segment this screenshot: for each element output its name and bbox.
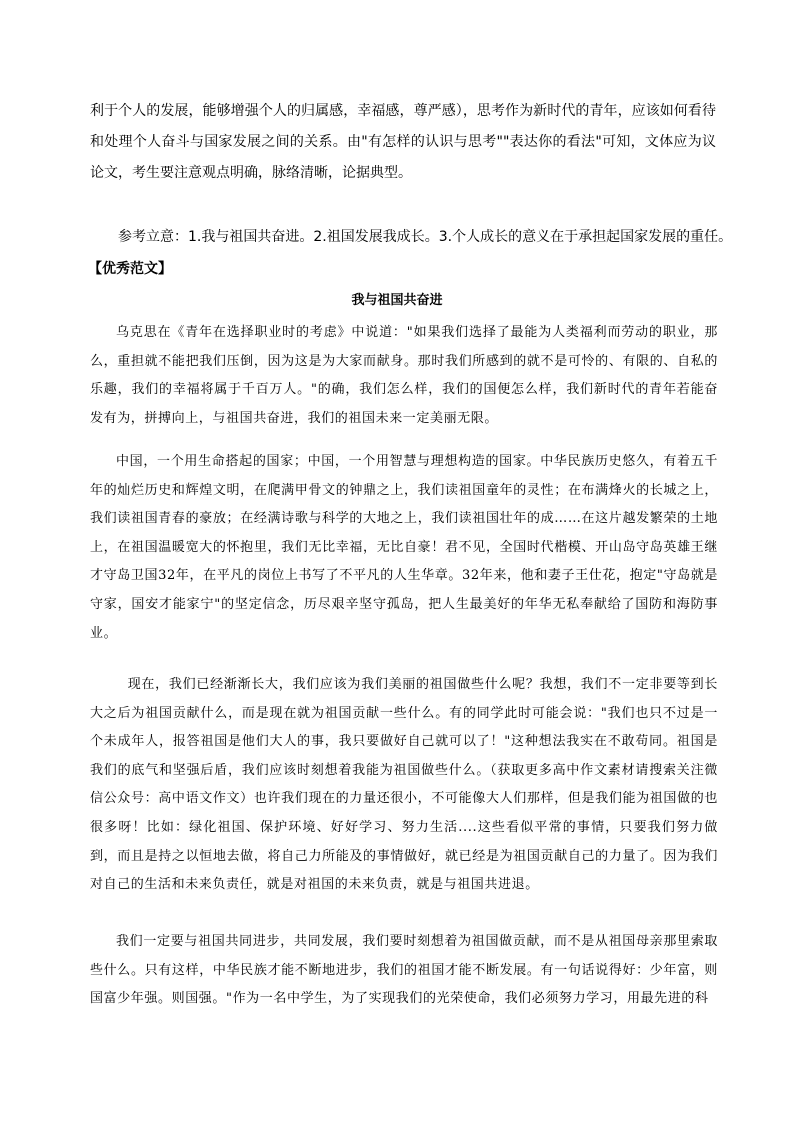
essay-paragraph-1: 乌克思在《青年在选择职业时的考虑》中说道："如果我们选择了最能为人类福利而劳动的职业，那么，重担就不能把我们压倒，因为这是为大家而献身。那时我们所感到的就不是可怜的、有限的、自私的乐趣，我们的幸福将属于千百万人。"的确，我们怎么样，我们的国便怎么样，我们新时代的青年若能奋发有为，拼搏向上，与祖国共奋进，我们的祖国未来一定美丽无限。 (90, 325, 718, 426)
essay-paragraph-4: 我们一定要与祖国共同进步，共同发展，我们要时刻想着为祖国做贡献，而不是从祖国母亲那里索取些什么。只有这样，中华民族才能不断地进步，我们的祖国才能不断发展。有一句话说得好：少年富，则国富少年强。则国强。"作为一名中学生，为了实现我们的光荣使命，我们必须努力学习，用最先进的科 (90, 934, 718, 1007)
section-label: 【优秀范文】 (88, 261, 172, 277)
reference-intent: 参考立意：1.我与祖国共奋进。2.祖国发展我成长。3.个人成长的意义在于承担起国家发展的重任。 (118, 229, 733, 245)
essay-paragraph-3: 现在，我们已经渐渐长大，我们应该为我们美丽的祖国做些什么呢？我想，我们不一定非要等到长大之后为祖国贡献什么，而是现在就为祖国贡献一些什么。有的同学此时可能会说："我们也只不过是一个未成年人，报答祖国是他们大人的事，我只要做好自己就可以了！"这种想法我实在不敢苟同。祖国是我们的底气和坚强后盾，我们应该时刻想着我能为祖国做些什么。（获取更多高中作文素材请搜索关注微信公众号：高中语文作文）也许我们现在的力量还很小，不可能像大人们那样，但是我们能为祖国做的也很多呀！比如：绿化祖国、保护环境、好好学习、努力生活....这些看似平常的事情，只要我们努力做到，而且是持之以恒地去做，将自己力所能及的事情做好，就已经是为祖国贡献自己的力量了。因为我们对自己的生活和未来负责任，就是对祖国的未来负责，就是与祖国共进退。 (90, 677, 718, 893)
essay-title: 我与祖国共奋进 (351, 293, 443, 308)
essay-paragraph-2: 中国，一个用生命搭起的国家；中国，一个用智慧与理想构造的国家。中华民族历史悠久，有着五千年的灿烂历史和辉煌文明，在爬满甲骨文的钟鼎之上，我们读祖国童年的灵性；在布满烽火的长城之上，我们读祖国青春的豪放；在经满诗歌与科学的大地之上，我们读祖国壮年的成……在这片越发繁荣的土地上，在祖国温暖宽大的怀抱里，我们无比幸福，无比自豪！君不见，全国时代楷模、开山岛守岛英雄王继才守岛卫国32年，在平凡的岗位上书写了不平凡的人生华章。32年来，他和妻子王仕花，抱定"守岛就是守家，国安才能家宁"的坚定信念，历尽艰辛坚守孤岛，把人生最美好的年华无私奉献给了国防和海防事业。 (90, 454, 718, 641)
intro-paragraph: 利于个人的发展，能够增强个人的归属感，幸福感，尊严感），思考作为新时代的青年，应该如何看待和处理个人奋斗与国家发展之间的关系。由"有怎样的认识与思考""表达你的看法"可知，文体应为议论文，考生要注意观点明确，脉络清晰，论据典型。 (90, 103, 716, 181)
